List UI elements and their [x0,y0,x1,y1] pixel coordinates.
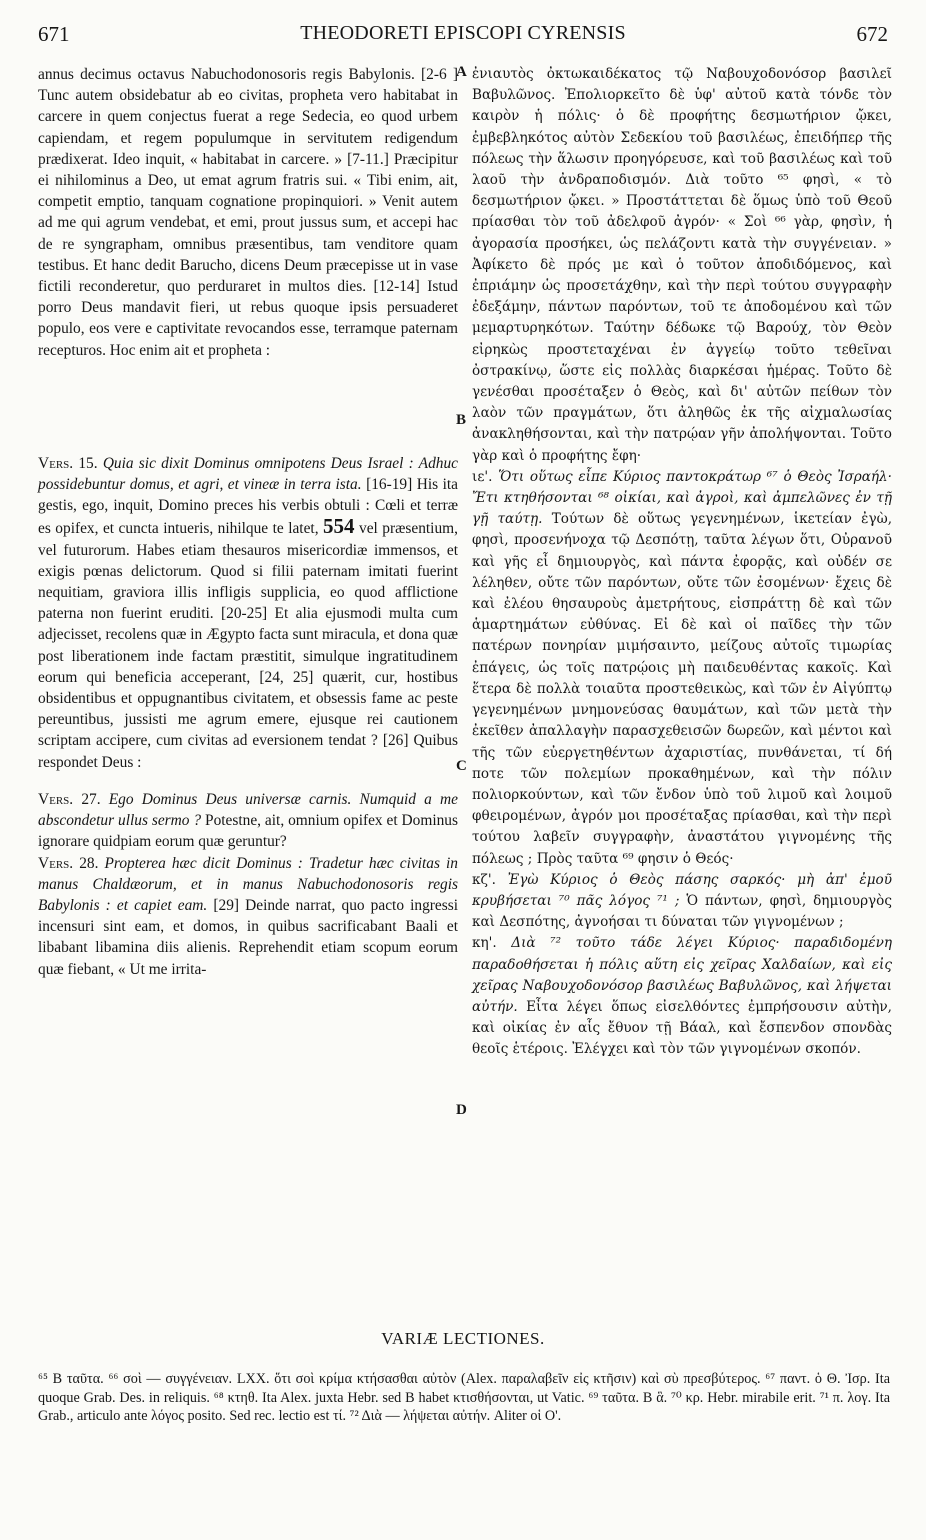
greek-verse-text: Ἐγὼ Κύριος ὁ Θεὸς πάσης σαρκός· μὴ ἀπ' ἐμοῦ κρυβήσεται ⁷⁰ πᾶς λόγος ⁷¹ ; [472,871,892,909]
footnote-text: ⁶⁵ B ταῦτα. ⁶⁶ σοὶ — συγγένειαν. LXX. ὅτι σοὶ κρίμα κτήσασθαι αὐτὸν (Alex. παραλαβεῖν εἰς κτῆσιν) καὶ σὺ πρεσβύτερος. ⁶⁷ παντ. ὁ Θ. Ἰσρ. Ita quoque Grab. Des. in reliquis. ⁶⁸ κτηθ. Ita Alex. juxta Hebr. sed B habet κτισθήσονται, ut Vatic. ⁶⁹ ταῦτα. B ἃ. ⁷⁰ κρ. Hebr. mirabile erit. ⁷¹ π. λογ. Ita Grab., articulo ante λόγος posito. Sed rec. lectio est τί. ⁷² Διὰ — λήψεται αὐτήν. Aliter οἱ Ο'. [38,1371,890,1424]
greek-column [472,64,892,1061]
greek-commentary: Ὁ πάντων, φησὶ, δημιουργὸς καὶ Δεσπότης, ἀγνοήσαι τι δύναται τῶν γιγνομένων ; [472,892,892,931]
greek-paragraph-4 [472,933,892,1060]
greek-verse-text: Ὅτι οὕτως εἶπε Κύριος παντοκράτωρ ⁶⁷ ὁ Θεὸς Ἰσραήλ· Ἔτι κτηθήσονται ⁶⁸ οἰκίαι, καὶ ἀγροὶ, καὶ ἀμπελῶνες ἐν τῇ γῇ ταύτῃ. [472,468,892,528]
greek-paragraph-2 [472,467,892,870]
latin-verse-text: Quia sic dixit Dominus omnipotens Deus Israel : Adhuc possidebuntur domus, et agri, et vineæ in terra ista. [38,454,458,494]
latin-commentary: [29] Deinde narrat, quo pacto ingressi incensuri sint eam, et domos, in quibus sacrificabant Baali et libabant libamina diis alienis. Reprehendit etiam scopum eorum quæ fiebant, « Ut me irrita- [38,896,458,978]
running-title: THEODORETI EPISCOPI CYRENSIS [300,22,626,44]
footnotes [38,1370,890,1426]
page-header [38,22,888,58]
latin-paragraph-1: annus decimus octavus Nabuchodonosoris regis Babylonis. [2-6 ] Tunc autem obsidebatur ab eo civitas, propheta vero habitabat in carcere in quem conjectus fuerat a rege Sedecia, eo quod urbem capiendam, et regem populumque in servitutem redigendum prædixerat. Ideo inquit, « habitabat in carcere. » [7-11.] Præcipitur ei nihilominus a Deo, ut emat agrum fratris sui. « Tibi enim, ait, competit emptio, tanquam cognatione propinquiori. » Venit autem ad me qui agrum vendebat, et emi, prout jussus sum, et accepi hac de re syngrapham, omnibus præsentibus, tam venditore quam testibus. Et hanc dedit Barucho, dicens Deum præcepisse ut in vase fictili reconderetur, quo perduraret in multos dies. [12-14] Istud porro Deus mandavit fieri, ut rebus quoque ipsis persuaderet populo, eos vere e captivitate revocandos esse, terramque paternam recepturos. Hoc enim ait et propheta : [38,66,458,359]
latin-commentary: [16-19] His ita gestis, ego, inquit, Domino preces his verbis obtuli : Cœli et terræ es opifex, et cuncta intueris, nihilque te latet, [38,476,458,538]
greek-verse-label: ιε'. [472,468,493,485]
section-marker-c: C [456,758,467,774]
latin-paragraph-2 [38,453,458,773]
latin-commentary-cont: vel præsentium, vel futurorum. Habes etiam thesauros misericordiæ immensos, et exigis pœnas delictorum. Quod si filii paternam imitati fuerint nequitiam, graviora illis infligis supplicia, eo quod afflictione paterna non fuerint eruditi. [20-25] Et alia ejusmodi multa cum adjecisset, recolens quæ in Ægypto facta sunt miracula, et dona quæ post liberationem inde factam præstitit, simulque ingratitudinem eorum qui beneficia acceperant, [24, 25] quærit, cur, hostibus obsidentibus et oppugnantibus civitatem, et obsessis fame ac peste pereuntibus, jussisti me agrum emere, ejusque rei cautionem scriptam accipere, cum civitas ad eversionem tendat ? [26] Quibus respondet Deus : [38,520,458,771]
latin-column [38,64,458,980]
latin-verse-text: Propterea hæc dicit Dominus : Tradetur hæc civitas in manus Chaldæorum, et in manus Nabuchodonosoris regis Babylonis : et capiet eam. [38,854,458,914]
greek-paragraph-3 [472,870,892,934]
variae-lectiones-heading: VARIÆ LECTIONES. [381,1329,545,1348]
latin-paragraph-3 [38,789,458,853]
latin-verse-label: Vers. 15. [38,454,98,472]
latin-verse-text: Ego Dominus Deus universæ carnis. Numquid a me abscondetur ullus sermo ? [38,790,458,830]
left-page-number: 671 [38,22,70,46]
greek-commentary: Εἶτα λέγει ὅπως εἰσελθόντες ἐμπρήσουσιν αὐτὴν, καὶ οἰκίας ἐν αἷς ἔθυον τῇ Βάαλ, καὶ ἔσπενδον σπονδὰς θεοῖς ἑτέροις. Ἐλέγχει καὶ τὸν τῶν γιγνομένων σκοπόν. [472,998,893,1058]
latin-commentary: Potestne, ait, omnium opifex et Dominus ignorare quidpiam eorum quæ geruntur? [38,812,458,851]
latin-verse-label: Vers. 28. [38,854,99,872]
latin-paragraph-4 [38,853,458,980]
greek-commentary: Τούτων δὲ οὕτως γεγενημένων, ἱκετείαν ἐγὼ, φησὶ, προσενήνοχα τῷ Δεσπότῃ, ταῦτα λέγων ὅτι, Οὐρανοῦ καὶ γῆς εἶ δημιουργὸς, καὶ πάντα ἐφορᾷς, καὶ οὐδέν σε λέληθεν, οὔτε τῶν παρόντων, οὔτε τῶν ἐσομένων· ἔχεις δὲ καὶ ἐλέου θησαυροὺς ἀμετρήτους, εἰσπράττῃ δὲ καὶ τῶν ἁμαρτημάτων εὐθύνας. Εἰ δὲ καὶ οἱ παῖδες τὴν τῶν πατέρων πονηρίαν μιμήσαιντο, μείζους αὐτοῖς τιμωρίας ἐπάγεις, ὡς τοῖς πατρῴοις μὴ παιδευθέντας κακοῖς. Καὶ ἕτερα δὲ πολλὰ τοιαῦτα προστεθεικὼς, καὶ τῶν ἐν Αἰγύπτῳ γεγενημένων μνημονεύσας θαυμάτων, καὶ τῶν μετὰ τὴν ἐκεῖθεν ἀπαλλαγὴν παρασχεθεισῶν δωρεῶν, καὶ μέντοι καὶ τῆς τῶν εὐεργετηθέντων ἀχαριστίας, πυνθάνεται, τί δή ποτε τῶν πολεμίων προκαθημένων, καὶ τὴν πόλιν πολιορκούντων, καὶ τῶν ἔνδον ὑπὸ τοῦ λιμοῦ καὶ λοιμοῦ φθειρομένων, ἀγρόν μοι προσέταξας πρίασθαι, καὶ τὴν περὶ τούτου λαβεῖν συγγραφὴν, ἀναστάτου γιγνομένης τῆς πόλεως ; Πρὸς ταῦτα ⁶⁹ φησιν ὁ Θεός· [472,511,893,867]
right-page-number: 672 [856,22,888,46]
section-marker-b: B [456,412,467,428]
greek-verse-label: κζ'. [472,871,496,888]
section-marker-d: D [456,1102,467,1118]
section-marker-a: A [456,64,467,80]
latin-verse-label: Vers. 27. [38,790,101,808]
column-number: 554 [323,514,355,539]
greek-verse-label: κη'. [472,935,497,952]
greek-verse-text: Διὰ ⁷² τοῦτο τάδε λέγει Κύριος· παραδιδομένη παραδοθήσεται ἡ πόλις αὕτη εἰς χεῖρας Χαλδαίων, καὶ εἰς χεῖρας Ναβουχοδονόσορ βασιλέως Βαβυλῶνος, καὶ λήψεται αὐτήν. [472,935,892,1015]
greek-paragraph-1: ἐνιαυτὸς ὀκτωκαιδέκατος τῷ Ναβουχοδονόσορ βασιλεῖ Βαβυλῶνος. Ἐπολιορκεῖτο δὲ ὑφ' αὐτοῦ κατὰ τόνδε τὸν καιρὸν ἡ πόλις· ὁ δὲ προφήτης δεσμωτήριον ᾤκει, ἐμβεβληκότος αὐτὸν Σεδεκίου τοῦ βασιλέως, ἐπειδήπερ τῆς πόλεως τὴν ἅλωσιν προηγόρευσε, καὶ τοῦ βασιλέως καὶ τοῦ λαοῦ τὴν ἀνδραποδισμόν. Διὰ τοῦτο ⁶⁵ φησὶ, « τὸ δεσμωτήριον ᾤκει. » Προστάττεται δὲ ὅμως ὑπὸ τοῦ Θεοῦ πρίασθαι τὸν τοῦ ἀδελφοῦ ἀγρόν· « Σοὶ ⁶⁶ γὰρ, φησὶν, ἡ ἀγορασία προσήκει, ὡς πελάζοντι κατὰ τὴν συγγένειαν. » Ἀφίκετο δὲ πρός με καὶ ὁ τοῦτον ἀποδιδόμενος, καὶ ἐπριάμην ὡς προσετάχθην, καὶ τὴν περὶ τούτου συγγραφὴν ἐδεξάμην, πάντων παρόντων, τοῦ τε ἀποδομένου καὶ τῶν μεμαρτυρηκότων. Ταύτην δέδωκε τῷ Βαρούχ, τὸν Θεὸν εἰρηκὼς προστεταχέναι ἐν ἀγγείῳ τοῦτο τεθεῖναι ὀστρακίνῳ, ὥστε εἰς πολλὰς διαρκέσαι ἡμέρας. Τοῦτο δὲ γενέσθαι προσέταξεν ὁ Θεὸς, καὶ δι' αὐτῶν πείθων τὸν λαὸν τῶν πραγμάτων, ὅτι ἀληθῶς ἐκ τῆς αἰχμαλωσίας ἀνακληθήσονται, καὶ τὴν πατρῴαν γῆν ἀπολήψονται. Τοῦτο γὰρ καὶ ὁ προφήτης ἔφη· [472,66,892,464]
